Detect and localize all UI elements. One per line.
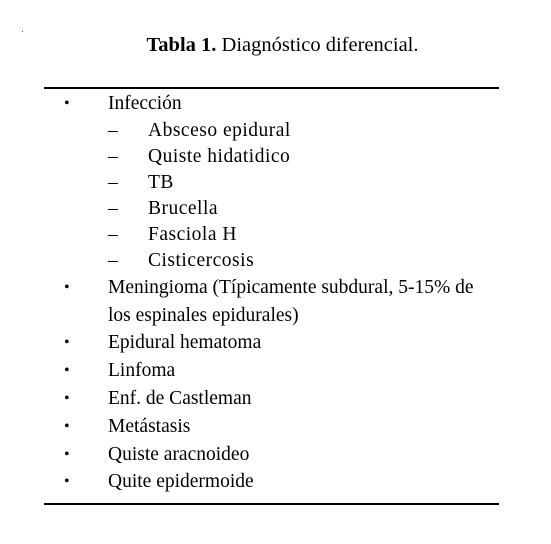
- list-item-quite-epidermoide: [0, 468, 551, 496]
- list-item-text: Meningioma (Típicamente subdural, 5-15% de los espinales epidurales): [108, 276, 474, 326]
- dash-icon: –: [108, 119, 118, 141]
- bullet-icon: •: [64, 362, 70, 380]
- list-item-text: Enf. de Castleman: [108, 387, 252, 409]
- sub-item: [0, 196, 551, 222]
- caption-label: Tabla 1.: [146, 34, 217, 56]
- list-item-text: Metástasis: [108, 415, 191, 437]
- bullet-icon: •: [64, 95, 70, 112]
- sub-item: [0, 248, 551, 274]
- bullet-icon: •: [64, 445, 70, 463]
- infeccion-sublist: [0, 118, 551, 274]
- sub-item: [0, 118, 551, 144]
- bullet-icon: •: [64, 278, 70, 296]
- list-item-text: Infección: [108, 93, 182, 114]
- differential-list: [0, 90, 551, 496]
- sub-item-text: Cisticercosis: [148, 249, 255, 271]
- list-item-epidural-hematoma: [0, 329, 551, 357]
- list-item-linfoma: [0, 357, 551, 385]
- dash-icon: –: [108, 249, 118, 271]
- sub-item-text: Fasciola H: [148, 223, 237, 245]
- list-item-text: Quiste aracnoideo: [108, 443, 250, 465]
- list-item-castleman: [0, 385, 551, 413]
- bottom-rule: [44, 503, 499, 505]
- sub-item-text: Absceso epidural: [148, 119, 291, 141]
- sub-item: [0, 222, 551, 248]
- table-caption: [0, 32, 551, 58]
- sub-item-text: Quiste hidatidico: [148, 145, 291, 167]
- dash-icon: –: [108, 145, 118, 167]
- dash-icon: –: [108, 223, 118, 245]
- list-item-text: Epidural hematoma: [108, 332, 262, 354]
- bullet-icon: •: [64, 417, 70, 435]
- list-item-quiste-aracnoideo: [0, 441, 551, 469]
- caption-title: Diagnóstico diferencial.: [221, 34, 419, 56]
- list-item-text: Quite epidermoide: [108, 471, 254, 493]
- list-item-meningioma: [0, 274, 551, 330]
- sub-item: [0, 144, 551, 170]
- bullet-icon: •: [64, 473, 70, 491]
- list-item-infeccion: [0, 90, 551, 274]
- top-rule: [44, 87, 499, 89]
- bullet-icon: •: [64, 389, 70, 407]
- dash-icon: –: [108, 171, 118, 193]
- sub-item: [0, 170, 551, 196]
- list-item-metastasis: [0, 413, 551, 441]
- sub-item-text: TB: [148, 171, 174, 193]
- dash-icon: –: [108, 197, 118, 219]
- list-item-text: Linfoma: [108, 360, 176, 382]
- bullet-icon: •: [64, 334, 70, 352]
- sub-item-text: Brucella: [148, 197, 219, 219]
